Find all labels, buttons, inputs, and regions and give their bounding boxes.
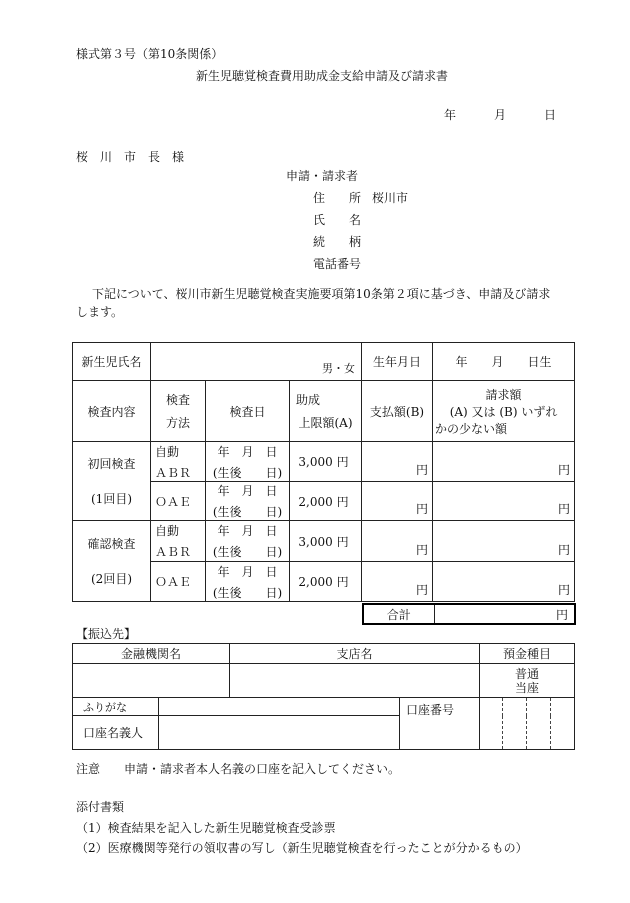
exam-date-line2: (生後 日) (212, 545, 283, 559)
deposit-type-options[interactable] (480, 664, 575, 698)
deposit-type-ordinary[interactable]: 普通 (515, 666, 540, 681)
exam-date-line1: 年 月 日 (217, 484, 278, 498)
deposit-type-label: 預金種目 (480, 644, 575, 664)
furigana-label: ふりがな (73, 698, 159, 716)
bank-name-label: 金融機関名 (73, 644, 230, 664)
name-label: 氏 名 (313, 213, 362, 227)
paid-yen[interactable]: 円 (362, 442, 433, 482)
bank-name-field[interactable] (73, 664, 230, 698)
relation-label: 続 柄 (313, 235, 362, 249)
limit-amount: 2,000 円 (290, 562, 362, 602)
exam-date-line2: (生後 日) (212, 465, 283, 480)
exam-date-line1: 年 月 日 (217, 444, 278, 459)
attachment-item-2: （2）医療機関等発行の領収書の写し（新生児聴覚検査を行ったことが分かるもの） (76, 841, 528, 855)
header-date: 検査日 (206, 381, 290, 442)
method-abr (151, 521, 206, 562)
header-limit (290, 381, 362, 442)
gender-option[interactable]: 男・女 (322, 362, 356, 375)
exam-date[interactable] (206, 521, 290, 562)
claim-yen[interactable]: 円 (433, 562, 575, 602)
header-method-line2: 方法 (165, 416, 190, 430)
branch-name-label: 支店名 (230, 644, 480, 664)
birthdate-field[interactable]: 年 月 日生 (433, 343, 575, 381)
header-claim (433, 381, 575, 442)
header-claim-line2: (A) 又は (B) いずれ (449, 404, 558, 419)
date-month: 月 (494, 108, 507, 122)
method-oae: ＯＡＥ (151, 482, 206, 521)
phone-label: 電話番号 (313, 257, 362, 271)
method-abr (151, 442, 206, 482)
exam-date[interactable] (206, 562, 290, 602)
account-digit[interactable] (503, 698, 527, 750)
paid-yen[interactable]: 円 (362, 521, 433, 562)
group-initial-line1: 初回検査 (87, 457, 136, 471)
group-confirm (73, 521, 151, 602)
applicant-heading: 申請・請求者 (286, 169, 359, 183)
header-method (151, 381, 206, 442)
birthdate-label: 生年月日 (362, 343, 433, 381)
total-label: 合計 (363, 604, 434, 624)
paid-yen[interactable]: 円 (362, 562, 433, 602)
claim-yen[interactable]: 円 (433, 442, 575, 482)
account-digit[interactable] (551, 698, 575, 750)
limit-amount: 2,000 円 (290, 482, 362, 521)
account-holder-label: 口座名義人 (73, 716, 159, 750)
account-holder-field[interactable] (159, 716, 400, 750)
header-limit-line1: 助成 (296, 393, 321, 407)
group-confirm-line2: (2回目) (91, 572, 132, 586)
method-oae: ＯＡＥ (151, 562, 206, 602)
claim-yen[interactable]: 円 (433, 521, 575, 562)
deposit-type-current[interactable]: 当座 (515, 680, 540, 695)
form-number: 様式第３号（第10条関係） (76, 47, 224, 61)
method-abr-line2: ＡＢＲ (155, 545, 192, 559)
address-value: 桜川市 (372, 191, 409, 205)
limit-amount: 3,000 円 (290, 442, 362, 482)
branch-name-field[interactable] (230, 664, 480, 698)
bank-table (72, 643, 575, 750)
claim-yen[interactable]: 円 (433, 482, 575, 521)
attachments-heading: 添付書類 (76, 800, 125, 814)
furigana-field[interactable] (159, 698, 400, 716)
limit-amount: 3,000 円 (290, 521, 362, 562)
group-confirm-line1: 確認検査 (87, 537, 136, 551)
method-abr-line1: 自動 (155, 444, 180, 459)
total-box (362, 603, 576, 625)
exam-date-line1: 年 月 日 (217, 524, 278, 538)
account-number-label: 口座番号 (400, 698, 480, 750)
date-day: 日 (544, 108, 557, 122)
method-abr-line2: ＡＢＲ (155, 465, 192, 480)
newborn-name-label: 新生児氏名 (73, 343, 151, 381)
header-paid: 支払額(B) (362, 381, 433, 442)
addressee: 桜 川 市 長 様 (76, 150, 185, 164)
exam-date-line1: 年 月 日 (217, 564, 278, 579)
claim-table (72, 342, 575, 602)
body-text-line2: します。 (76, 305, 124, 319)
exam-date[interactable] (206, 482, 290, 521)
header-limit-line2: 上限額(A) (298, 416, 353, 430)
body-text-line1: 下記について、桜川市新生児聴覚検査実施要項第10条第２項に基づき、申請及び請求 (92, 287, 551, 301)
header-claim-line1: 請求額 (485, 387, 522, 402)
form-title: 新生児聴覚検査費用助成金支給申請及び請求書 (196, 69, 449, 83)
header-method-line1: 検査 (165, 393, 190, 407)
exam-date-line2: (生後 日) (212, 505, 283, 519)
exam-date-line2: (生後 日) (212, 585, 283, 600)
date-year: 年 (444, 108, 457, 122)
account-digit[interactable] (480, 698, 503, 750)
bank-heading: 【振込先】 (76, 627, 137, 641)
total-yen[interactable]: 円 (434, 604, 575, 624)
header-content: 検査内容 (73, 381, 151, 442)
address-label: 住 所 (313, 191, 362, 205)
group-initial-line2: (1回目) (91, 492, 132, 506)
header-claim-line3: かの少ない額 (435, 421, 508, 436)
newborn-name-field[interactable] (151, 343, 362, 381)
attachment-item-1: （1）検査結果を記入した新生児聴覚検査受診票 (76, 821, 336, 835)
note-text: 注意 申請・請求者本人名義の口座を記入してください。 (76, 762, 401, 776)
group-initial (73, 442, 151, 521)
method-abr-line1: 自動 (155, 524, 180, 538)
account-digit[interactable] (527, 698, 551, 750)
exam-date[interactable] (206, 442, 290, 482)
paid-yen[interactable]: 円 (362, 482, 433, 521)
